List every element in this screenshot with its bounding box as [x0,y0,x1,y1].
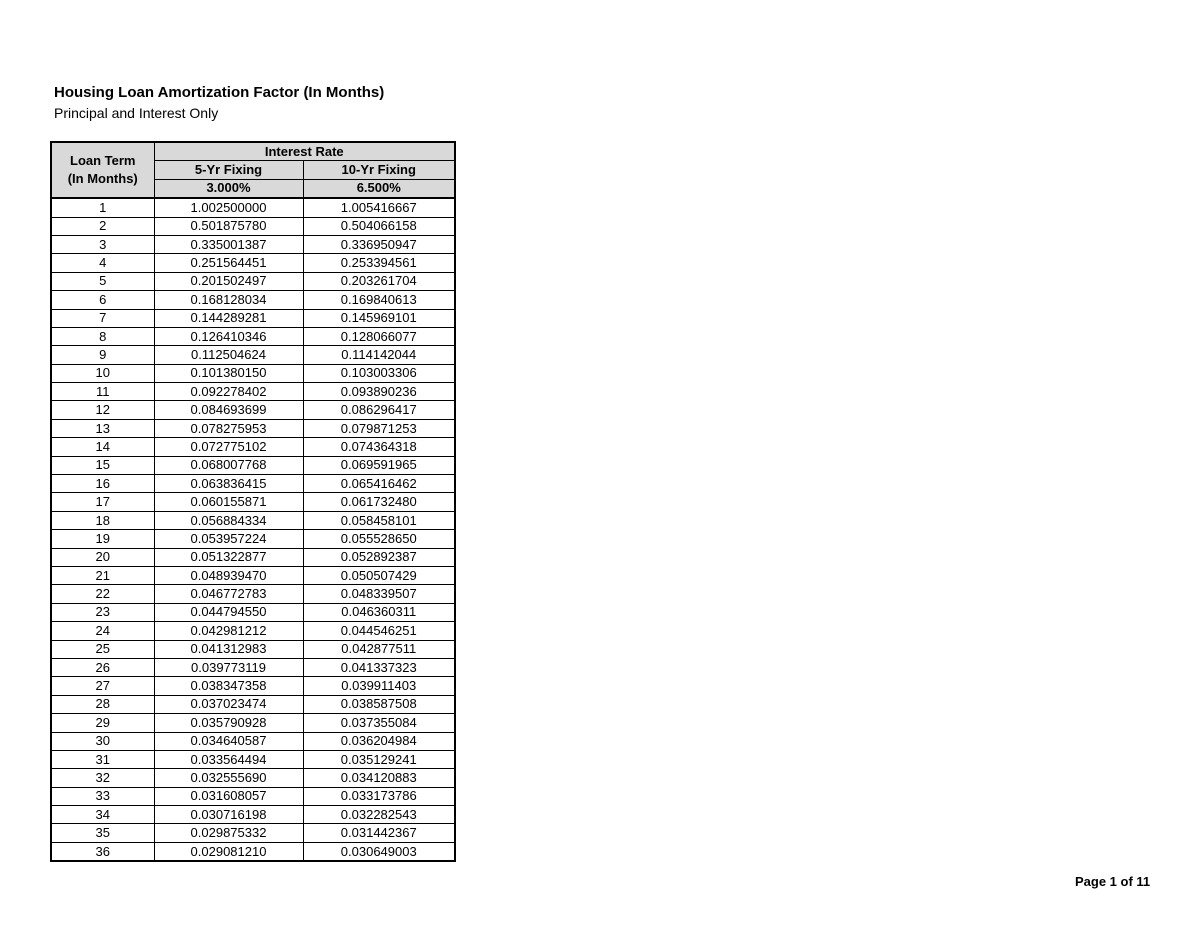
factor-10yr-cell: 0.253394561 [303,254,455,272]
factor-5yr-cell: 0.060155871 [154,493,303,511]
factor-10yr-cell: 0.035129241 [303,750,455,768]
table-row [51,806,455,824]
term-cell: 21 [51,566,154,584]
factor-10yr-cell: 0.128066077 [303,327,455,345]
factor-5yr-cell: 0.251564451 [154,254,303,272]
factor-10yr-cell: 0.086296417 [303,401,455,419]
table-row [51,419,455,437]
term-cell: 23 [51,603,154,621]
term-cell: 24 [51,622,154,640]
factor-5yr-cell: 1.002500000 [154,198,303,217]
factor-10yr-cell: 0.031442367 [303,824,455,842]
factor-5yr-cell: 0.092278402 [154,383,303,401]
amortization-table-body [51,142,455,861]
table-row [51,346,455,364]
table-row [51,401,455,419]
table-row [51,714,455,732]
term-cell: 6 [51,291,154,309]
table-row [51,548,455,566]
factor-10yr-cell: 0.504066158 [303,217,455,235]
term-cell: 4 [51,254,154,272]
loan-term-header-line1: Loan Term [70,153,136,169]
factor-10yr-cell: 0.145969101 [303,309,455,327]
factor-10yr-cell: 0.034120883 [303,769,455,787]
term-cell: 17 [51,493,154,511]
table-row [51,769,455,787]
factor-10yr-cell: 0.050507429 [303,566,455,584]
factor-5yr-cell: 0.168128034 [154,291,303,309]
factor-10yr-cell: 0.041337323 [303,658,455,676]
factor-10yr-cell: 0.114142044 [303,346,455,364]
rate-5yr-value: 3.000% [154,179,303,198]
term-cell: 20 [51,548,154,566]
term-cell: 35 [51,824,154,842]
term-cell: 15 [51,456,154,474]
table-row [51,824,455,842]
table-row [51,493,455,511]
term-cell: 28 [51,695,154,713]
factor-5yr-cell: 0.033564494 [154,750,303,768]
table-row [51,585,455,603]
table-row [51,566,455,584]
table-row [51,327,455,345]
factor-10yr-cell: 0.032282543 [303,806,455,824]
table-row [51,511,455,529]
term-cell: 36 [51,842,154,861]
factor-5yr-cell: 0.031608057 [154,787,303,805]
term-cell: 2 [51,217,154,235]
factor-5yr-cell: 0.038347358 [154,677,303,695]
term-cell: 3 [51,235,154,253]
document-title: Housing Loan Amortization Factor (In Months) [54,84,385,101]
term-cell: 9 [51,346,154,364]
term-cell: 29 [51,714,154,732]
factor-5yr-cell: 0.201502497 [154,272,303,290]
table-row [51,677,455,695]
factor-5yr-cell: 0.030716198 [154,806,303,824]
term-cell: 30 [51,732,154,750]
factor-5yr-cell: 0.144289281 [154,309,303,327]
term-cell: 31 [51,750,154,768]
factor-5yr-cell: 0.042981212 [154,622,303,640]
factor-10yr-cell: 0.030649003 [303,842,455,861]
factor-10yr-cell: 0.061732480 [303,493,455,511]
factor-10yr-cell: 0.052892387 [303,548,455,566]
term-cell: 32 [51,769,154,787]
header-row-rate [51,142,455,161]
factor-5yr-cell: 0.501875780 [154,217,303,235]
table-row [51,695,455,713]
table-row [51,622,455,640]
term-cell: 1 [51,198,154,217]
table-row [51,309,455,327]
table-row [51,732,455,750]
factor-10yr-cell: 0.203261704 [303,272,455,290]
factor-10yr-cell: 0.042877511 [303,640,455,658]
table-row [51,530,455,548]
factor-5yr-cell: 0.063836415 [154,475,303,493]
factor-5yr-cell: 0.044794550 [154,603,303,621]
factor-5yr-cell: 0.084693699 [154,401,303,419]
term-cell: 25 [51,640,154,658]
table-row [51,603,455,621]
term-cell: 12 [51,401,154,419]
table-row [51,456,455,474]
term-cell: 33 [51,787,154,805]
factor-10yr-cell: 0.055528650 [303,530,455,548]
term-cell: 13 [51,419,154,437]
factor-5yr-cell: 0.034640587 [154,732,303,750]
factor-10yr-cell: 0.336950947 [303,235,455,253]
factor-5yr-cell: 0.126410346 [154,327,303,345]
factor-10yr-cell: 0.039911403 [303,677,455,695]
factor-5yr-cell: 0.056884334 [154,511,303,529]
table-row [51,750,455,768]
factor-10yr-cell: 0.065416462 [303,475,455,493]
term-cell: 34 [51,806,154,824]
factor-10yr-cell: 1.005416667 [303,198,455,217]
factor-5yr-cell: 0.029081210 [154,842,303,861]
factor-5yr-cell: 0.046772783 [154,585,303,603]
table-row [51,254,455,272]
factor-10yr-cell: 0.046360311 [303,603,455,621]
factor-10yr-cell: 0.103003306 [303,364,455,382]
table-row [51,658,455,676]
factor-5yr-cell: 0.335001387 [154,235,303,253]
factor-5yr-cell: 0.068007768 [154,456,303,474]
factor-10yr-cell: 0.069591965 [303,456,455,474]
page-number: Page 1 of 11 [1075,874,1151,889]
factor-10yr-cell: 0.079871253 [303,419,455,437]
term-cell: 18 [51,511,154,529]
table-row [51,438,455,456]
factor-10yr-cell: 0.093890236 [303,383,455,401]
table-row [51,291,455,309]
term-cell: 19 [51,530,154,548]
term-cell: 26 [51,658,154,676]
factor-10yr-cell: 0.074364318 [303,438,455,456]
table-row [51,842,455,861]
factor-5yr-cell: 0.035790928 [154,714,303,732]
factor-5yr-cell: 0.041312983 [154,640,303,658]
factor-5yr-cell: 0.053957224 [154,530,303,548]
term-cell: 27 [51,677,154,695]
loan-term-header-line2: (In Months) [67,171,138,187]
table-row [51,235,455,253]
term-cell: 16 [51,475,154,493]
fixing-5yr-header: 5-Yr Fixing [154,161,303,179]
factor-5yr-cell: 0.051322877 [154,548,303,566]
factor-5yr-cell: 0.029875332 [154,824,303,842]
term-cell: 8 [51,327,154,345]
table-row [51,198,455,217]
table-row [51,272,455,290]
factor-10yr-cell: 0.036204984 [303,732,455,750]
loan-term-header [51,142,154,198]
term-cell: 22 [51,585,154,603]
factor-10yr-cell: 0.169840613 [303,291,455,309]
fixing-10yr-header: 10-Yr Fixing [303,161,455,179]
factor-10yr-cell: 0.048339507 [303,585,455,603]
factor-10yr-cell: 0.033173786 [303,787,455,805]
factor-5yr-cell: 0.032555690 [154,769,303,787]
amortization-table [50,141,456,862]
term-cell: 11 [51,383,154,401]
factor-5yr-cell: 0.112504624 [154,346,303,364]
table-row [51,787,455,805]
factor-5yr-cell: 0.048939470 [154,566,303,584]
document-subtitle: Principal and Interest Only [54,105,219,121]
term-cell: 5 [51,272,154,290]
table-row [51,364,455,382]
rate-10yr-value: 6.500% [303,179,455,198]
term-cell: 10 [51,364,154,382]
factor-10yr-cell: 0.037355084 [303,714,455,732]
table-row [51,475,455,493]
factor-5yr-cell: 0.037023474 [154,695,303,713]
table-row [51,640,455,658]
factor-10yr-cell: 0.044546251 [303,622,455,640]
factor-5yr-cell: 0.072775102 [154,438,303,456]
factor-10yr-cell: 0.038587508 [303,695,455,713]
table-row [51,217,455,235]
factor-5yr-cell: 0.078275953 [154,419,303,437]
table-row [51,383,455,401]
term-cell: 7 [51,309,154,327]
factor-5yr-cell: 0.101380150 [154,364,303,382]
factor-10yr-cell: 0.058458101 [303,511,455,529]
factor-5yr-cell: 0.039773119 [154,658,303,676]
term-cell: 14 [51,438,154,456]
interest-rate-header: Interest Rate [154,142,455,161]
